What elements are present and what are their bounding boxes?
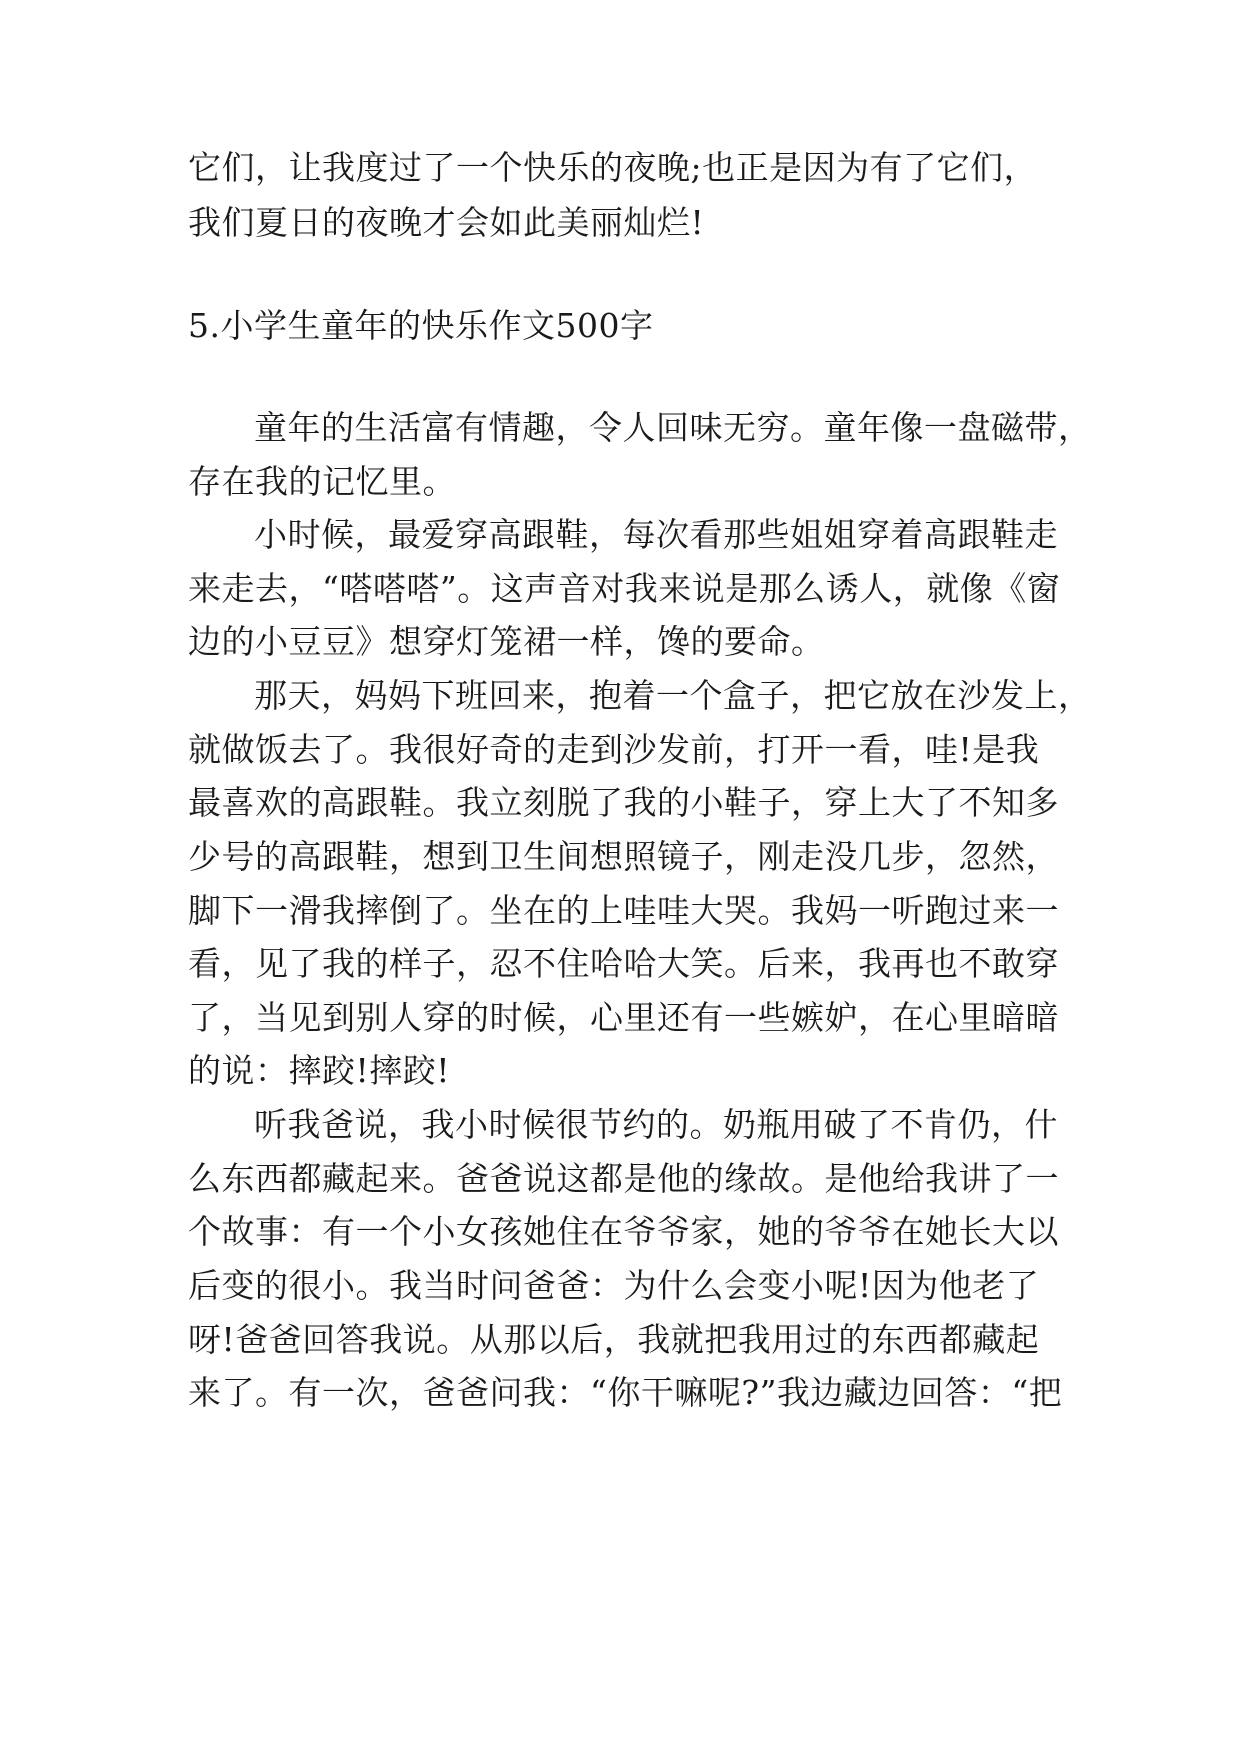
text-line: 来了。有一次，爸爸问我：“你干嘛呢?”我边藏边回答：“把 <box>188 1373 1063 1412</box>
paragraph-start: 那天，妈妈下班回来，抱着一个盒子，把它放在沙发上， <box>254 676 1092 715</box>
paragraph-start: 听我爸说，我小时候很节约的。奶瓶用破了不肯仍，什 <box>254 1105 1058 1144</box>
text-line: 最喜欢的高跟鞋。我立刻脱了我的小鞋子，穿上大了不知多 <box>188 783 1059 822</box>
text-line: 呀!爸爸回答我说。从那以后，我就把我用过的东西都藏起 <box>188 1320 1040 1359</box>
text-line: 后变的很小。我当时问爸爸：为什么会变小呢!因为他老了 <box>188 1266 1040 1305</box>
paragraph-start: 小时候，最爱穿高跟鞋，每次看那些姐姐穿着高跟鞋走 <box>254 515 1058 554</box>
text-line: 就做饭去了。我很好奇的走到沙发前，打开一看，哇!是我 <box>188 730 1040 769</box>
text-line: 边的小豆豆》想穿灯笼裙一样，馋的要命。 <box>188 622 825 661</box>
text-line: 它们，让我度过了一个快乐的夜晚;也正是因为有了它们， <box>188 148 1038 187</box>
text-line: 存在我的记忆里。 <box>188 462 456 501</box>
paragraph-start: 童年的生活富有情趣，令人回味无穷。童年像一盘磁带， <box>254 408 1092 447</box>
section-heading: 5.小学生童年的快乐作文500字 <box>188 306 654 345</box>
text-line: 个故事：有一个小女孩她住在爷爷家，她的爷爷在她长大以 <box>188 1212 1059 1251</box>
text-line: 了，当见到别人穿的时候，心里还有一些嫉妒，在心里暗暗 <box>188 998 1059 1037</box>
text-line: 么东西都藏起来。爸爸说这都是他的缘故。是他给我讲了一 <box>188 1159 1059 1198</box>
text-line: 看，见了我的样子，忍不住哈哈大笑。后来，我再也不敢穿 <box>188 944 1059 983</box>
text-line: 少号的高跟鞋，想到卫生间想照镜子，刚走没几步，忽然， <box>188 837 1059 876</box>
text-line: 脚下一滑我摔倒了。坐在的上哇哇大哭。我妈一听跑过来一 <box>188 891 1059 930</box>
text-line: 来走去，“嗒嗒嗒”。这声音对我来说是那么诱人，就像《窗 <box>188 569 1061 608</box>
text-line: 的说：摔跤!摔跤! <box>188 1051 451 1090</box>
text-line: 我们夏日的夜晚才会如此美丽灿烂! <box>188 203 705 242</box>
